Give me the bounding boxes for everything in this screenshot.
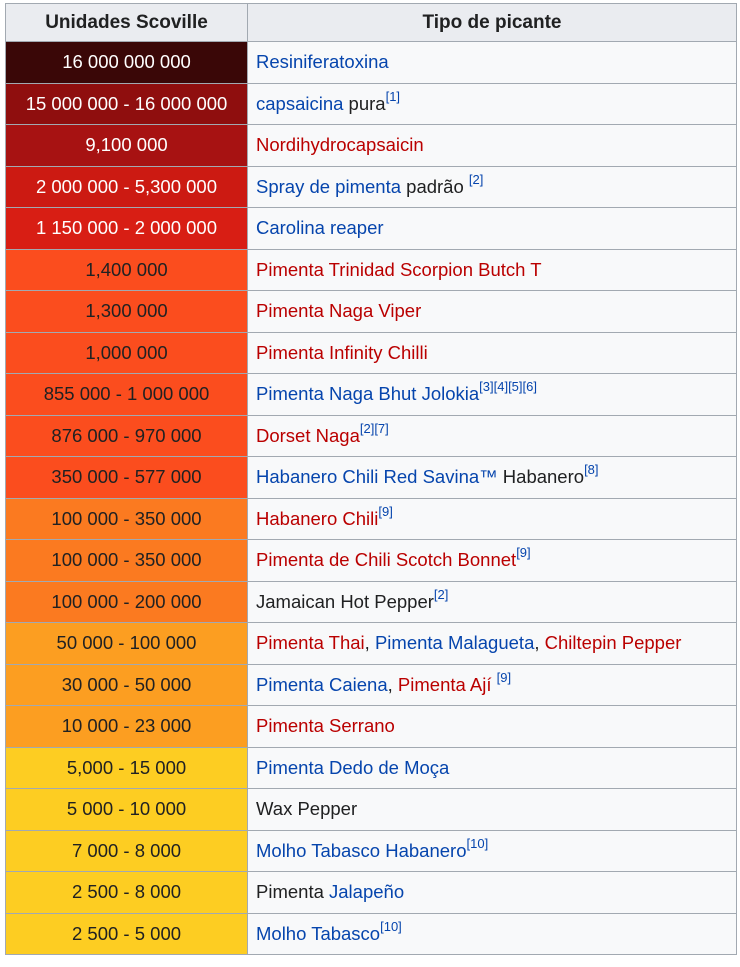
scoville-units-cell: 1,000 000 [6, 332, 248, 374]
scoville-units-cell: 100 000 - 200 000 [6, 581, 248, 623]
table-row [6, 249, 737, 291]
table-row [6, 581, 737, 623]
pepper-type-cell [248, 457, 737, 499]
scoville-units-cell: 15 000 000 - 16 000 000 [6, 83, 248, 125]
missing-article-link[interactable]: Pimenta Trinidad Scorpion Butch T [256, 258, 542, 280]
article-link[interactable]: Pimenta Caiena [256, 673, 388, 695]
missing-article-link[interactable]: Pimenta Naga Viper [256, 300, 422, 322]
reference-sup [378, 504, 392, 519]
scoville-table [5, 3, 737, 955]
scoville-units-cell: 100 000 - 350 000 [6, 498, 248, 540]
article-link[interactable]: Pimenta Malagueta [374, 632, 535, 654]
article-link[interactable]: Spray de pimenta [256, 175, 402, 197]
scoville-units-cell: 2 000 000 - 5,300 000 [6, 166, 248, 208]
pepper-type-cell [248, 540, 737, 582]
plain-text: , [387, 673, 398, 695]
reference-link[interactable]: [10] [466, 835, 489, 851]
table-row [6, 125, 737, 167]
missing-article-link[interactable]: Nordihydrocapsaicin [256, 134, 424, 156]
reference-link[interactable]: [9] [378, 503, 393, 519]
pepper-type-cell [248, 249, 737, 291]
missing-article-link[interactable]: Pimenta Thai [256, 632, 365, 654]
article-link[interactable]: Habanero Chili Red Savina™ [256, 466, 498, 488]
plain-text: Habanero [497, 466, 585, 488]
reference-link[interactable]: [9] [496, 669, 512, 685]
plain-text: , [534, 632, 545, 654]
scoville-units-cell: 855 000 - 1 000 000 [6, 374, 248, 416]
scoville-units-cell: 2 500 - 5 000 [6, 913, 248, 955]
plain-text: Jamaican Hot Pepper [256, 590, 434, 612]
scoville-units-cell: 350 000 - 577 000 [6, 457, 248, 499]
plain-text: Pimenta [256, 881, 330, 903]
reference-link[interactable]: [1] [385, 88, 401, 104]
table-row [6, 83, 737, 125]
reference-link[interactable]: [2] [468, 171, 484, 187]
article-link[interactable]: Molho Tabasco [256, 922, 381, 944]
table-row [6, 706, 737, 748]
pepper-type-cell [248, 706, 737, 748]
table-row [6, 830, 737, 872]
table-row [6, 332, 737, 374]
pepper-type-cell [248, 332, 737, 374]
header-type: Tipo de picante [248, 4, 737, 42]
scoville-units-cell: 100 000 - 350 000 [6, 540, 248, 582]
table-row [6, 913, 737, 955]
reference-sup [386, 89, 400, 104]
plain-text: pura [343, 92, 386, 114]
table-header-row [6, 4, 737, 42]
table-row [6, 789, 737, 831]
pepper-type-cell [248, 913, 737, 955]
table-row [6, 457, 737, 499]
scoville-units-cell: 5,000 - 15 000 [6, 747, 248, 789]
header-units: Unidades Scoville [6, 4, 248, 42]
article-link[interactable]: Carolina reaper [256, 217, 384, 239]
scoville-units-cell: 10 000 - 23 000 [6, 706, 248, 748]
table-row [6, 166, 737, 208]
pepper-type-cell [248, 623, 737, 665]
article-link[interactable]: Pimenta Naga Bhut Jolokia [256, 383, 480, 405]
table-row [6, 374, 737, 416]
table-row [6, 664, 737, 706]
pepper-type-cell [248, 872, 737, 914]
reference-sup [479, 379, 537, 394]
reference-sup [434, 587, 448, 602]
scoville-units-cell: 7 000 - 8 000 [6, 830, 248, 872]
table-row [6, 208, 737, 250]
reference-sup [380, 919, 402, 934]
missing-article-link[interactable]: Pimenta de Chili Scotch Bonnet [256, 549, 517, 571]
scoville-units-cell: 30 000 - 50 000 [6, 664, 248, 706]
pepper-type-cell [248, 415, 737, 457]
reference-sup [360, 421, 389, 436]
table-row [6, 498, 737, 540]
pepper-type-cell [248, 830, 737, 872]
pepper-type-cell [248, 166, 737, 208]
pepper-type-cell [248, 664, 737, 706]
pepper-type-cell [248, 208, 737, 250]
scoville-units-cell: 2 500 - 8 000 [6, 872, 248, 914]
pepper-type-cell [248, 291, 737, 333]
plain-text: Wax Pepper [256, 798, 358, 820]
scoville-units-cell: 876 000 - 970 000 [6, 415, 248, 457]
missing-article-link[interactable]: Pimenta Ají [397, 673, 492, 695]
table-row [6, 872, 737, 914]
table-row [6, 291, 737, 333]
article-link[interactable]: Jalapeño [329, 881, 405, 903]
pepper-type-cell [248, 747, 737, 789]
reference-link[interactable]: [3][4][5][6] [479, 379, 537, 395]
missing-article-link[interactable]: Dorset Naga [256, 424, 360, 446]
missing-article-link[interactable]: Pimenta Infinity Chilli [256, 341, 428, 363]
pepper-type-cell [248, 498, 737, 540]
reference-link[interactable]: [2][7] [359, 420, 389, 436]
reference-link[interactable]: [10] [380, 918, 402, 934]
reference-sup [467, 836, 489, 851]
reference-sup [497, 670, 511, 685]
article-link[interactable]: Resiniferatoxina [256, 51, 389, 73]
reference-link[interactable]: [9] [516, 545, 531, 561]
pepper-type-cell [248, 581, 737, 623]
scoville-units-cell: 1 150 000 - 2 000 000 [6, 208, 248, 250]
reference-link[interactable]: [8] [584, 462, 599, 478]
pepper-type-cell [248, 125, 737, 167]
pepper-type-cell [248, 789, 737, 831]
pepper-type-cell [248, 83, 737, 125]
reference-link[interactable]: [2] [433, 586, 449, 602]
table-row [6, 540, 737, 582]
table-body [6, 42, 737, 955]
pepper-type-cell [248, 374, 737, 416]
scoville-units-cell: 5 000 - 10 000 [6, 789, 248, 831]
table-row [6, 415, 737, 457]
article-link[interactable]: Molho Tabasco Habanero [256, 839, 467, 861]
scoville-units-cell: 16 000 000 000 [6, 42, 248, 84]
scoville-units-cell: 50 000 - 100 000 [6, 623, 248, 665]
table-row [6, 747, 737, 789]
plain-text: padrão [401, 175, 469, 197]
missing-article-link[interactable]: Chiltepin Pepper [544, 632, 682, 654]
missing-article-link[interactable]: Habanero Chili [256, 507, 379, 529]
pepper-type-cell [248, 42, 737, 84]
table-row [6, 42, 737, 84]
scoville-units-cell: 1,400 000 [6, 249, 248, 291]
plain-text: , [364, 632, 375, 654]
reference-sup [516, 545, 530, 560]
article-link[interactable]: Pimenta Dedo de Moça [256, 756, 450, 778]
table-row [6, 623, 737, 665]
article-link[interactable]: capsaicina [256, 92, 344, 114]
scoville-units-cell: 1,300 000 [6, 291, 248, 333]
reference-sup [584, 462, 598, 477]
reference-sup [469, 172, 483, 187]
scoville-units-cell: 9,100 000 [6, 125, 248, 167]
missing-article-link[interactable]: Pimenta Serrano [256, 715, 395, 737]
